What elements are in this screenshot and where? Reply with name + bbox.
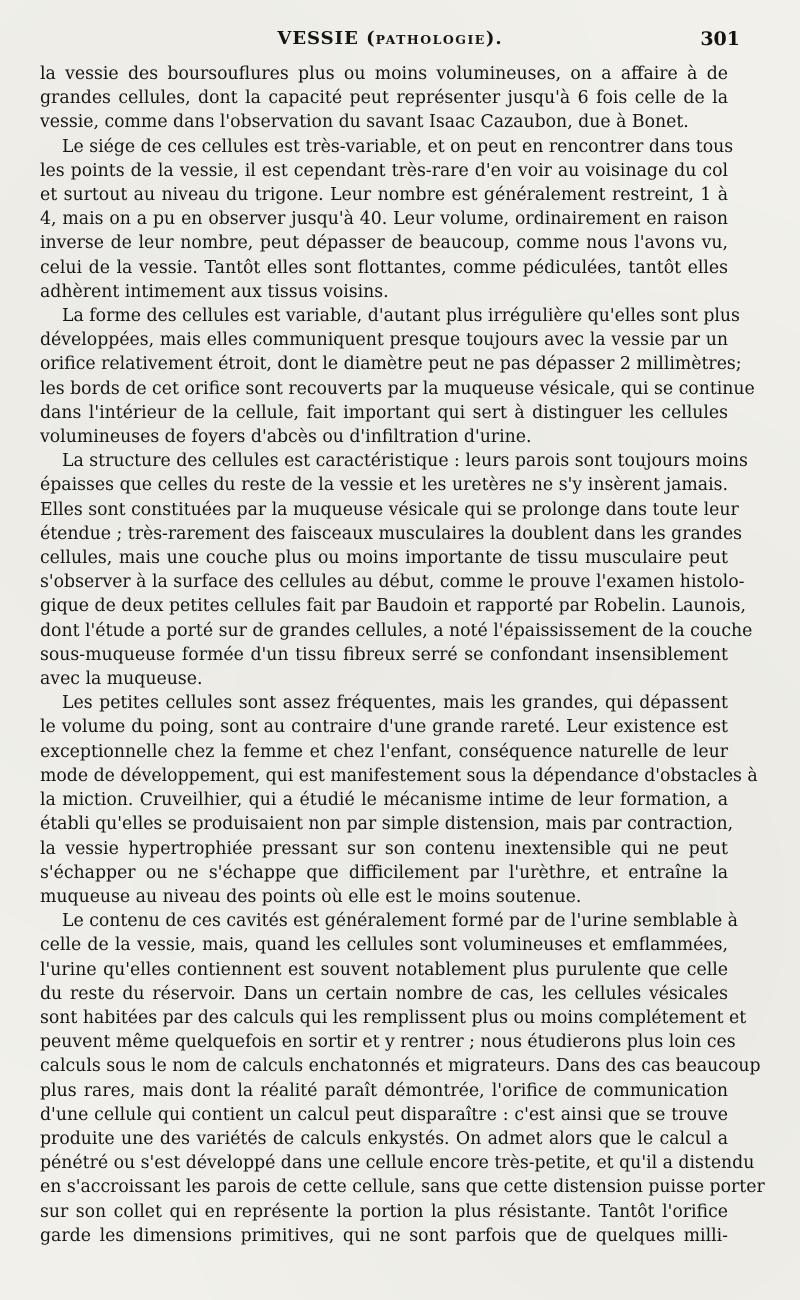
text-line: établi qu'elles se produisaient non par simple distension, mais par contraction, xyxy=(40,814,734,835)
body-text xyxy=(40,62,765,1248)
text-line: développées, mais elles communiquent presque toujours avec la vessie par un xyxy=(40,330,728,351)
text-line: plus rares, mais dont la réalité paraît démontrée, l'orifice de communication xyxy=(40,1080,728,1101)
text-line: mode de développement, qui est manifestement sous la dépendance d'obstacles à xyxy=(40,765,758,786)
text-line: Le contenu de ces cavités est généralement formé par de l'urine semblable à xyxy=(62,911,738,932)
text-line: inverse de leur nombre, peut dépasser de beaucoup, comme nous l'avons vu, xyxy=(40,233,728,254)
text-line: dont l'étude a porté sur de grandes cellules, a noté l'épaississement de la couche xyxy=(40,620,753,641)
text-line: d'une cellule qui contient un calcul peut disparaître : c'est ainsi que se trouve xyxy=(40,1104,728,1125)
text-line: volumineuses de foyers d'abcès ou d'infiltration d'urine. xyxy=(40,427,532,448)
text-line: garde les dimensions primitives, qui ne sont parfois que de quelques milli- xyxy=(40,1225,728,1246)
text-line: et surtout au niveau du trigone. Leur nombre est généralement restreint, 1 à xyxy=(40,185,728,206)
text-line: les bords de cet orifice sont recouverts par la muqueuse vésicale, qui se continue xyxy=(40,378,755,399)
text-line: avec la muqueuse. xyxy=(40,669,203,690)
running-title-end: ). xyxy=(485,28,503,49)
text-line: orifice relativement étroit, dont le diamètre peut ne pas dépasser 2 millimètres; xyxy=(40,354,742,375)
paragraph xyxy=(40,449,753,691)
text-line: s'observer à la surface des cellules au début, comme le prouve l'examen histolo- xyxy=(40,572,745,593)
text-line: cellules, mais une couche plus ou moins importante de tissu musculaire peut xyxy=(40,548,728,569)
text-line: La forme des cellules est variable, d'autant plus irrégulière qu'elles sont plus xyxy=(62,306,740,327)
text-line: muqueuse au niveau des points où elle est le moins soutenue. xyxy=(40,886,582,907)
text-line: du reste du réservoir. Dans un certain nombre de cas, les cellules vésicales xyxy=(40,983,728,1004)
text-line: grandes cellules, dont la capacité peut représenter jusqu'à 6 fois celle de la xyxy=(40,88,728,109)
text-line: La structure des cellules est caractéristique : leurs parois sont toujours moins xyxy=(62,451,748,472)
text-line: vessie, comme dans l'observation du savant Isaac Cazaubon, due à Bonet. xyxy=(40,112,689,133)
text-line: dans l'intérieur de la cellule, fait important qui sert à distinguer les cellules xyxy=(40,402,728,423)
text-line: produite une des variétés de calculs enkystés. On admet alors que le calcul a xyxy=(40,1128,728,1149)
paragraph xyxy=(40,909,765,1248)
page-header xyxy=(40,28,740,54)
running-title-main: VESSIE ( xyxy=(277,28,376,49)
text-line: sous-muqueuse formée d'un tissu fibreux serré se confondant insensiblement xyxy=(40,644,728,665)
text-line: peuvent même quelquefois en sortir et y rentrer ; nous étudierons plus loin ces xyxy=(40,1032,736,1053)
text-line: les points de la vessie, il est cependant très-rare d'en voir au voisinage du col xyxy=(40,160,728,181)
text-line: pénétré ou s'est développé dans une cellule encore très-petite, et qu'il a distendu xyxy=(40,1153,755,1174)
text-line: 4, mais on a pu en observer jusqu'à 40. Leur volume, ordinairement en raison xyxy=(40,209,728,230)
text-line: épaisses que celles du reste de la vessie et les uretères ne s'y insèrent jamais. xyxy=(40,475,728,496)
text-line: gique de deux petites cellules fait par Baudoin et rapporté par Robelin. Launois, xyxy=(40,596,746,617)
running-title-subtitle: PATHOLOGIE xyxy=(375,32,486,47)
text-line: le volume du poing, sont au contraire d'une grande rareté. Leur existence est xyxy=(40,717,728,738)
paragraph xyxy=(40,304,755,449)
text-line: celui de la vessie. Tantôt elles sont flottantes, comme pédiculées, tantôt elles xyxy=(40,257,728,278)
text-line: s'échapper ou ne s'échappe que difficilement par l'urèthre, et entraîne la xyxy=(40,862,728,883)
paragraph xyxy=(40,691,758,909)
text-line: Les petites cellules sont assez fréquentes, mais les grandes, qui dépassent xyxy=(62,693,728,714)
text-line: la vessie hypertrophiée pressant sur son contenu inextensible qui ne peut xyxy=(40,838,728,859)
paragraph xyxy=(40,62,728,135)
text-line: en s'accroissant les parois de cette cellule, sans que cette distension puisse porter xyxy=(40,1177,765,1198)
text-line: exceptionnelle chez la femme et chez l'enfant, conséquence naturelle de leur xyxy=(40,741,728,762)
text-line: calculs sous le nom de calculs enchatonnés et migrateurs. Dans des cas beaucoup xyxy=(40,1056,761,1077)
text-line: étendue ; très-rarement des faisceaux musculaires la doublent dans les grandes xyxy=(40,523,743,544)
paragraph xyxy=(40,135,734,304)
text-line: la miction. Cruveilhier, qui a étudié le mécanisme intime de leur formation, a xyxy=(40,790,728,811)
running-title xyxy=(40,28,740,49)
text-line: celle de la vessie, mais, quand les cellules sont volumineuses et emflammées, xyxy=(40,935,728,956)
text-line: adhèrent intimement aux tissus voisins. xyxy=(40,281,389,302)
text-line: Elles sont constituées par la muqueuse vésicale qui se prolonge dans toute leur xyxy=(40,499,739,520)
text-line: sont habitées par des calculs qui les remplissent plus ou moins complétement et xyxy=(40,1007,747,1028)
text-line: la vessie des boursouflures plus ou moins volumineuses, on a affaire à de xyxy=(40,64,728,84)
text-line: sur son collet qui en représente la portion la plus résistante. Tantôt l'orifice xyxy=(40,1201,728,1222)
page-number: 301 xyxy=(700,28,740,50)
text-line: l'urine qu'elles contiennent est souvent notablement plus purulente que celle xyxy=(40,959,728,980)
text-line: Le siége de ces cellules est très-variable, et on peut en rencontrer dans tous xyxy=(62,136,734,157)
